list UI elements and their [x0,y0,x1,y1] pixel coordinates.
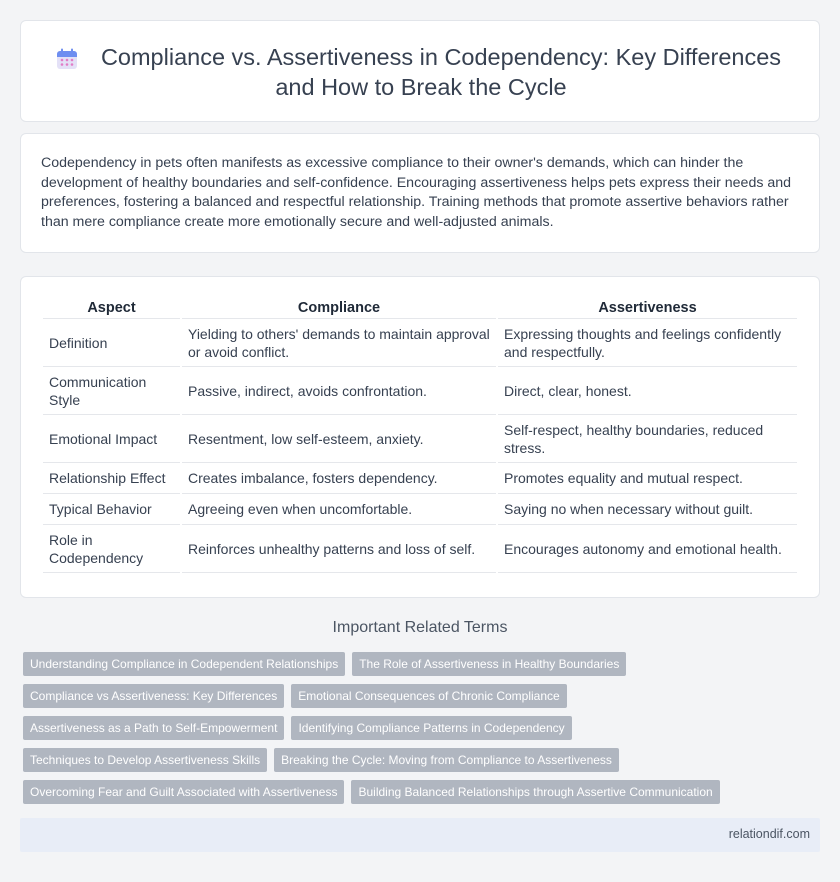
related-terms-row [23,652,626,676]
related-term-tag[interactable]: Overcoming Fear and Guilt Associated with Assertiveness [23,780,344,804]
table-row [43,367,797,415]
table-cell: Yielding to others' demands to maintain approval or avoid conflict. [182,319,496,367]
table-cell: Reinforces unhealthy patterns and loss of self. [182,525,496,573]
table-cell: Creates imbalance, fosters dependency. [182,463,496,494]
table-cell: Self-respect, healthy boundaries, reduced stress. [498,415,797,463]
column-header-assertiveness: Assertiveness [498,297,797,319]
related-term-tag[interactable]: Understanding Compliance in Codependent Relationships [23,652,345,676]
table-row [43,319,797,367]
related-terms-heading: Important Related Terms [332,619,508,636]
footer [20,818,820,852]
related-term-tag[interactable]: Assertiveness as a Path to Self-Empowerment [23,716,284,740]
page-title: Compliance vs. Assertiveness in Codependency: Key Differences and How to Break the Cycle [100,44,782,100]
related-terms-row [23,684,567,708]
table-row [43,415,797,463]
related-terms-row [23,716,572,740]
table-cell: Passive, indirect, avoids confrontation. [182,367,496,415]
table-cell: Direct, clear, honest. [498,367,797,415]
table-cell: Agreeing even when uncomfortable. [182,494,496,525]
site-name[interactable]: relationdif.com [728,827,810,841]
comparison-table [41,297,799,573]
column-header-compliance: Compliance [182,297,496,319]
related-term-tag[interactable]: Compliance vs Assertiveness: Key Differences [23,684,284,708]
table-row [43,494,797,525]
comparison-card [20,276,820,598]
table-cell: Relationship Effect [43,463,180,494]
table-cell: Resentment, low self-esteem, anxiety. [182,415,496,463]
related-term-tag[interactable]: The Role of Assertiveness in Healthy Boundaries [352,652,626,676]
title-card [20,20,820,122]
table-cell: Saying no when necessary without guilt. [498,494,797,525]
table-cell: Role in Codependency [43,525,180,573]
related-terms-row [23,780,720,804]
related-term-tag[interactable]: Techniques to Develop Assertiveness Skills [23,748,267,772]
column-header-aspect: Aspect [43,297,180,319]
intro-card [20,133,820,253]
related-term-tag[interactable]: Building Balanced Relationships through Assertive Communication [351,780,719,804]
table-cell: Expressing thoughts and feelings confidently and respectfully. [498,319,797,367]
intro-paragraph: Codependency in pets often manifests as excessive compliance to their owner's demands, which can hinder the development of healthy boundaries and self-confidence. Encouraging assertiveness helps pets express their needs and preferences, fostering a balanced and respectful relationship. Training methods that promote assertive behaviors rather than mere compliance create more emotionally secure and well-adjusted animals. [41,155,792,230]
related-terms-row [23,748,619,772]
related-term-tag[interactable]: Breaking the Cycle: Moving from Compliance to Assertiveness [274,748,619,772]
related-term-tag[interactable]: Identifying Compliance Patterns in Codependency [291,716,571,740]
table-cell: Promotes equality and mutual respect. [498,463,797,494]
table-cell: Definition [43,319,180,367]
related-term-tag[interactable]: Emotional Consequences of Chronic Compliance [291,684,566,708]
table-cell: Emotional Impact [43,415,180,463]
table-row [43,463,797,494]
table-cell: Communication Style [43,367,180,415]
table-cell: Typical Behavior [43,494,180,525]
table-cell: Encourages autonomy and emotional health. [498,525,797,573]
table-row [43,525,797,573]
